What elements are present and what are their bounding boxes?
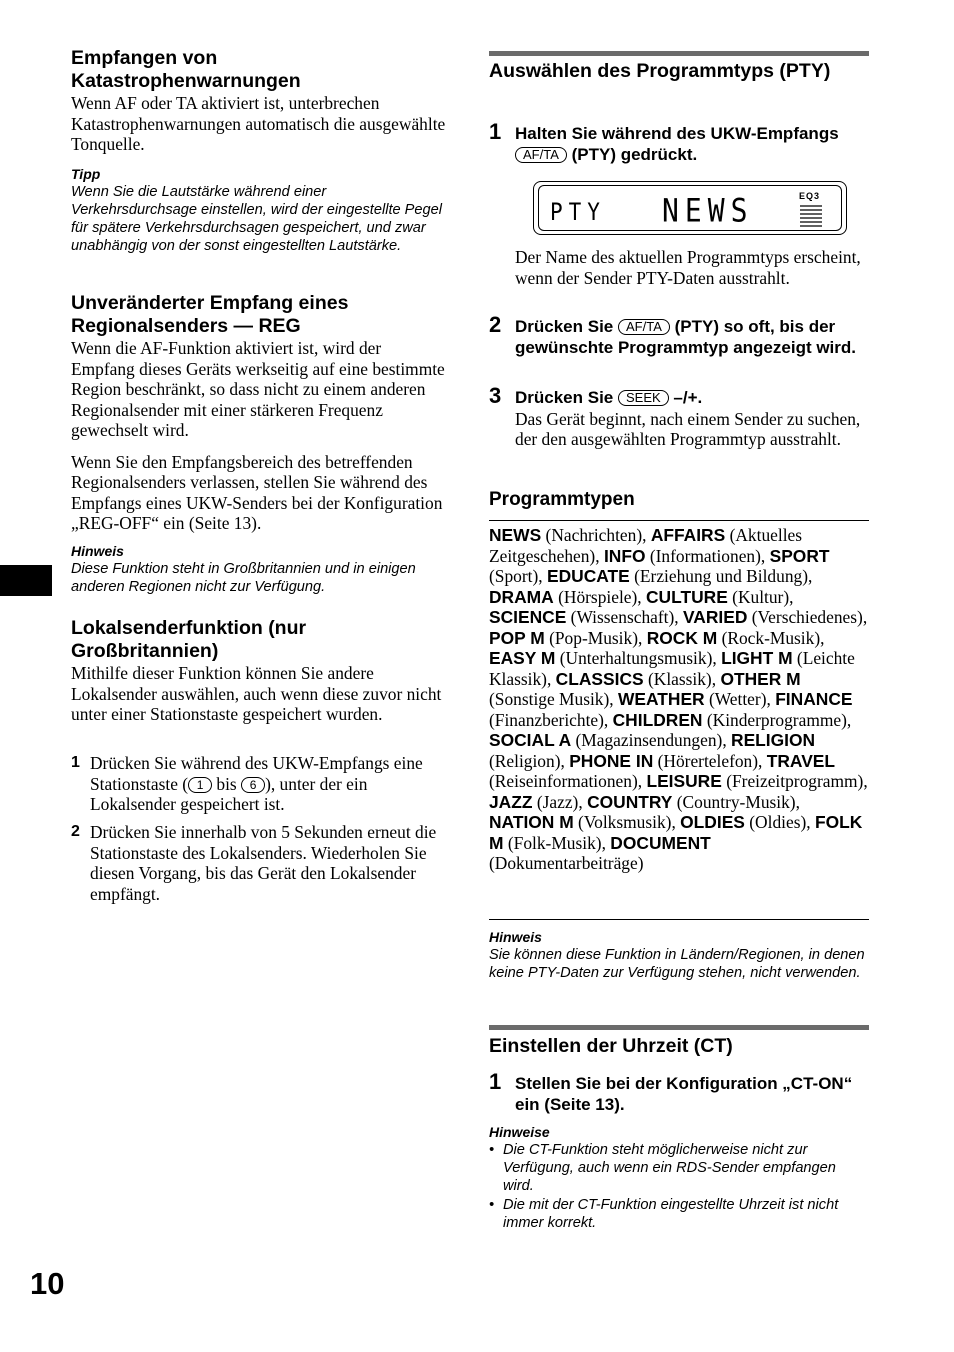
program-type-desc: (Wissenschaft) <box>570 607 675 627</box>
af-ta-button-icon: AF/TA <box>515 147 567 163</box>
pty-step-3 <box>489 383 869 450</box>
step-text: Drücken Sie <box>515 388 618 407</box>
program-type-code: DRAMA <box>489 586 554 607</box>
local-step-2 <box>71 822 449 904</box>
heading-disaster-warnings: Empfangen von Katastrophenwarnungen <box>71 47 301 92</box>
tip-text: Wenn Sie die Lautstärke während einer Verkehrsdurchsage einstellen, wird der eingestellte Pegel für spätere Verkehrsdurchsagen gespeichert, und zwar unabhängig von der sonst eingestellten Lautstärke. <box>71 183 443 255</box>
seek-button-icon: SEEK <box>618 390 669 406</box>
step-text: bis <box>212 773 242 794</box>
step-text: Drücken Sie innerhalb von 5 Sekunden erneut die Stationstaste des Lokalsenders. Wiederholen Sie diesen Vorgang, bis das Gerät den Lokalsender empfängt. <box>90 822 437 904</box>
program-type-desc: (Jazz) <box>536 791 579 812</box>
heading-clock: Einstellen der Uhrzeit (CT) <box>489 1035 733 1057</box>
body-reg-1: Wenn die AF-Funktion aktiviert ist, wird der Empfang dieses Geräts werkseitig auf eine bestimmte Region beschränkt, so dass nicht zu einem anderen Regionalsender mit einer stärkeren Frequenz gewechselt wird. <box>71 338 445 440</box>
step-text: Drücken Sie während des UKW-Empfangs eine Stationstaste ( <box>90 753 423 794</box>
step-text: (PTY) so oft, bis der gewünschte Programmtyp angezeigt wird. <box>515 317 857 357</box>
program-type-code: WEATHER <box>618 689 705 709</box>
step-text: (PTY) gedrückt. <box>566 144 698 164</box>
program-type-code: FOLK M <box>489 812 863 853</box>
program-type-code: OLDIES <box>680 812 745 832</box>
pty-step-1 <box>489 119 869 165</box>
display-eq-indicator: EQ3 <box>799 191 821 201</box>
types-bottom-rule <box>489 919 869 920</box>
pty-note <box>489 929 869 982</box>
program-type-code: EASY M <box>489 648 556 668</box>
program-type-desc: (Aktuelles Zeitgeschehen) <box>489 525 803 566</box>
program-type-code: LEISURE <box>646 771 722 791</box>
program-types-list: NEWS (Nachrichten), AFFAIRS (Aktuelles Zeitgeschehen), INFO (Informationen), SPORT (Sport), EDUCATE (Erziehung und Bildung), DRAMA (Hörspiele), CULTURE (Kultur), SCIENCE (Wissenschaft), VARIED (Verschiedenes), POP M (Pop-Musik), ROCK M (Rock-Musik), EASY M (Unterhaltungsmusik), LIGHT M (Leichte Klassik), CLASSICS (Klassik), OTHER M (Sonstige Musik), WEATHER (Wetter), FINANCE (Finanzberichte), CHILDREN (Kinderprogramme), SOCIAL A (Magazinsendungen), RELIGION (Religion), PHONE IN (Hörertelefon), TRAVEL (Reiseinformationen), LEISURE (Freizeitprogramm), JAZZ (Jazz), COUNTRY (Country-Musik), NATION M (Volksmusik), OLDIES (Oldies), FOLK M (Folk-Musik), DOCUMENT (Dokumentarbeiträge) <box>489 525 868 873</box>
clock-note-item <box>489 1141 869 1196</box>
clock-note-text: Die CT-Funktion steht möglicherweise nicht zur Verfügung, auch wenn ein RDS-Sender empfangen wird. <box>503 1142 836 1195</box>
program-type-code: NATION M <box>489 812 574 832</box>
note-label-pty: Hinweis <box>489 929 542 945</box>
program-type-desc: (Hörspiele) <box>558 586 638 607</box>
note-text-reg: Diese Funktion steht in Großbritannien und in einigen anderen Regionen nicht zur Verfügung. <box>71 560 416 595</box>
program-type-desc: (Verschiedenes) <box>751 607 863 627</box>
program-type-code: EDUCATE <box>546 566 630 586</box>
clock-note-item <box>489 1196 869 1232</box>
section-local-station <box>71 617 449 904</box>
program-type-desc: (Sonstige Musik) <box>489 689 610 709</box>
notes-label-clock: Hinweise <box>489 1124 550 1140</box>
program-type-desc: (Informationen) <box>649 545 761 566</box>
program-type-code: AFFAIRS <box>650 525 726 545</box>
program-type-desc: (Klassik) <box>647 668 712 689</box>
body-reg-2: Wenn Sie den Empfangsbereich des betreffenden Regionalsenders verlassen, stellen Sie während des Empfangs eines UKW-Senders bei der Konfiguration „REG-OFF“ ein (Seite 13). <box>71 451 443 533</box>
program-type-desc: (Dokumentarbeiträge) <box>489 853 644 873</box>
program-type-desc: (Sport) <box>489 566 539 586</box>
section-tab-marker <box>0 565 52 596</box>
lcd-display <box>533 181 847 235</box>
step-number: 1 <box>71 754 80 771</box>
program-type-desc: (Kinderprogramme) <box>706 709 847 730</box>
program-type-code: SPORT <box>769 545 830 566</box>
station-key-1-icon: 1 <box>188 777 212 793</box>
step-number: 3 <box>489 383 502 408</box>
heading-local-station: Lokalsenderfunktion (nur Großbritannien) <box>71 617 307 662</box>
heading-pty: Auswählen des Programmtyps (PTY) <box>489 60 831 82</box>
program-type-desc: (Volksmusik) <box>578 812 672 832</box>
program-type-code: RELIGION <box>731 730 816 750</box>
program-type-code: PHONE IN <box>569 750 654 771</box>
program-type-code: ROCK M <box>646 627 718 648</box>
program-type-desc: (Hörertelefon) <box>657 750 759 771</box>
note-label-reg: Hinweis <box>71 542 124 559</box>
program-type-code: DOCUMENT <box>610 832 711 853</box>
types-top-rule <box>489 520 869 521</box>
program-type-desc: (Freizeitprogramm) <box>726 771 864 791</box>
step-number: 1 <box>489 1069 502 1094</box>
program-type-desc: (Folk-Musik) <box>507 832 602 853</box>
eq-bars-icon <box>798 203 824 228</box>
note-text-pty: Sie können diese Funktion in Ländern/Regionen, in denen keine PTY-Daten zur Verfügung stehen, nicht verwenden. <box>489 947 865 982</box>
program-type-desc: (Country-Musik) <box>676 791 796 812</box>
program-type-code: OTHER M <box>720 668 801 689</box>
step-text: Stellen Sie bei der Konfiguration „CT-ON“ ein (Seite 13). <box>515 1074 853 1114</box>
program-type-code: POP M <box>489 627 545 648</box>
program-type-desc: (Pop-Musik) <box>549 627 638 648</box>
program-type-desc: (Religion) <box>489 750 561 771</box>
section-disaster-warnings <box>71 47 449 255</box>
program-type-code: TRAVEL <box>766 750 836 771</box>
step-number: 2 <box>71 823 80 840</box>
step-text: Halten Sie während des UKW-Empfangs <box>515 124 839 143</box>
program-type-desc: (Oldies) <box>749 812 807 832</box>
clock-note-text: Die mit der CT-Funktion eingestellte Uhrzeit ist nicht immer korrekt. <box>503 1196 839 1231</box>
pty-step-2 <box>489 312 869 358</box>
program-type-code: CLASSICS <box>555 668 644 689</box>
display-pty-label: PTY <box>550 198 606 226</box>
clock-notes <box>489 1124 869 1232</box>
body-local-station: Mithilfe dieser Funktion können Sie andere Lokalsender auswählen, auch wenn diese zuvor nicht unter einer Stationstaste gespeichert wurden. <box>71 663 442 724</box>
bullet-icon: • <box>489 1196 495 1213</box>
program-type-desc: (Nachrichten) <box>545 525 643 545</box>
program-type-code: SCIENCE <box>489 607 567 627</box>
program-type-code: CHILDREN <box>612 709 703 730</box>
step-text: –/+. <box>668 388 703 407</box>
step-number: 2 <box>489 312 502 337</box>
step-text: ), unter der ein Lokalsender gespeichert ist. <box>90 773 368 814</box>
bullet-icon: • <box>489 1142 495 1158</box>
program-type-desc: (Unterhaltungsmusik) <box>559 648 713 668</box>
section-rule <box>489 1025 869 1030</box>
tip-label: Tipp <box>71 165 101 182</box>
program-type-code: FINANCE <box>775 689 853 709</box>
program-type-code: INFO <box>603 545 646 566</box>
clock-step-1 <box>489 1069 869 1115</box>
station-key-6-icon: 6 <box>241 777 265 793</box>
program-type-code: COUNTRY <box>587 791 673 812</box>
step-text: Drücken Sie <box>515 317 618 336</box>
program-type-code: NEWS <box>489 525 542 545</box>
step-body: Das Gerät beginnt, nach einem Sender zu suchen, der den ausgewählten Programmtyp ausstrahlt. <box>515 408 861 449</box>
display-pty-value: NEWS <box>662 191 754 230</box>
program-type-desc: (Reiseinformationen) <box>489 771 638 791</box>
program-type-code: SOCIAL A <box>489 730 572 750</box>
program-type-code: JAZZ <box>489 791 533 812</box>
program-type-code: LIGHT M <box>721 648 793 668</box>
program-type-code: VARIED <box>682 607 748 627</box>
program-type-desc: (Rock-Musik) <box>721 627 821 648</box>
program-type-desc: (Erziehung und Bildung) <box>634 566 808 586</box>
program-type-desc: (Finanzberichte) <box>489 709 604 730</box>
body-disaster-warnings: Wenn AF oder TA aktiviert ist, unterbrechen Katastrophenwarnungen automatisch die ausgewählte Tonquelle. <box>71 93 446 154</box>
section-reg <box>71 292 449 596</box>
local-step-1 <box>71 753 449 815</box>
heading-program-types: Programmtypen <box>489 489 635 510</box>
program-type-desc: (Kultur) <box>732 586 790 607</box>
program-type-desc: (Wetter) <box>708 689 767 709</box>
heading-reg: Unveränderter Empfang eines Regionalsenders — REG <box>71 292 349 337</box>
step-number: 1 <box>489 119 502 144</box>
section-rule <box>489 51 869 56</box>
program-type-code: CULTURE <box>646 586 728 607</box>
program-type-desc: (Leichte Klassik) <box>489 648 855 689</box>
program-type-desc: (Magazinsendungen) <box>575 730 723 750</box>
af-ta-button-icon: AF/TA <box>618 319 670 335</box>
display-description: Der Name des aktuellen Programmtyps erscheint, wenn der Sender PTY-Daten ausstrahlt. <box>515 247 861 288</box>
page-number: 10 <box>30 1266 65 1301</box>
